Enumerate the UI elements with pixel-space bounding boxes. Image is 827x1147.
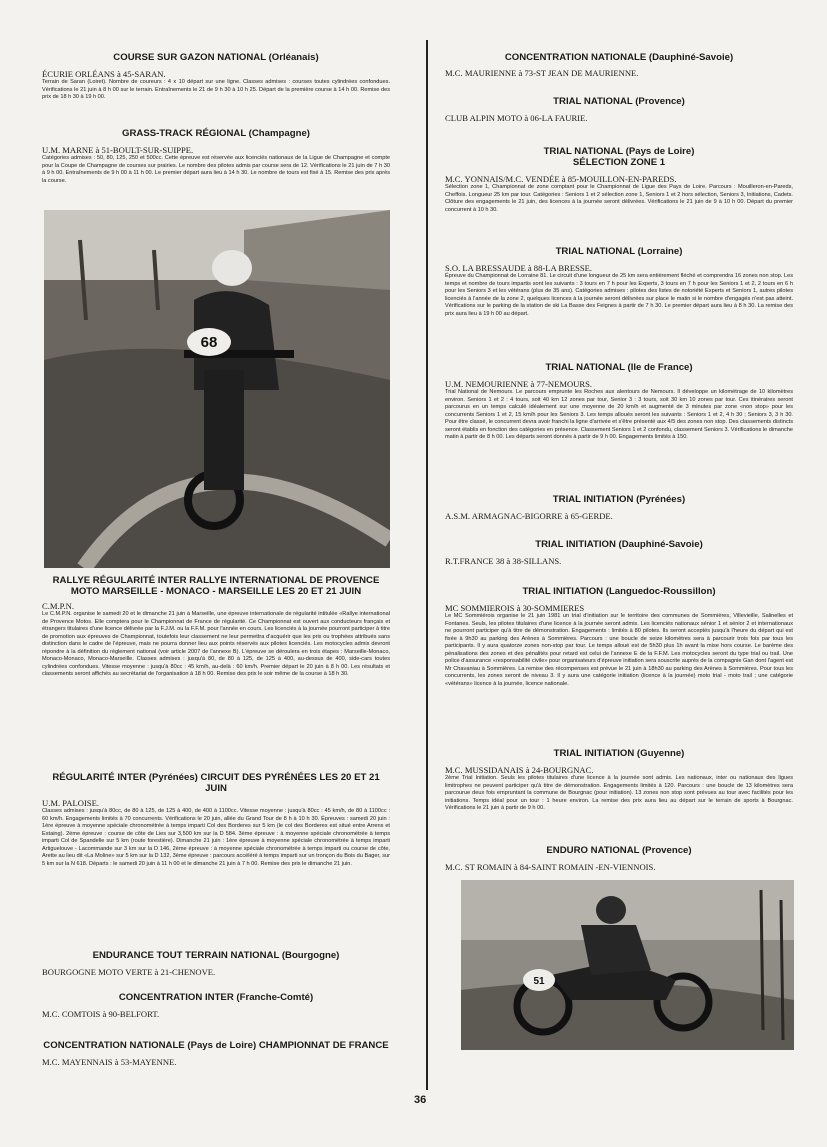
section-trial-ile-de-france [445,362,793,442]
club-name: ÉCURIE ORLÉANS à 45-SARAN. [42,69,166,79]
motocross-photo-1 [44,210,390,568]
page-number: 36 [414,1094,427,1106]
club-name: M.C. MAURIENNE à 73-ST JEAN DE MAURIENNE. [445,68,639,78]
club-name: U.M. PALOISE. [42,798,99,808]
club-name: C.M.P.N. [42,601,74,611]
section-title: GRASS-TRACK RÉGIONAL (Champagne) [122,128,310,139]
section-body: Épreuve du Championnat de Lorraine 81. Le circuit d'une longueur de 25 km sera entièrement fléché et comprendra 16 zones non stop. Les temps et nombre de tours impartis sont les suivants : 3 tours en 7 h pour les Experts, 3 tours en 7 h pour les Seniors 1 et 2, 2 tours en 6 h pour les Seniors 3 et les vétérans (plus de 35 ans). Catégories admises : pilotes des listes de notoriété Experts et Seniors 1, autres pilotes licenciés à l'année de la zone 2, quelques licences à la journée seront délivrées sur place le matin si le nombre d'engagés n'est pas atteint. Vérifications sur le parking de la station de ski La Basse des Feignes à partir de 7 h 30. Le premier départ aura lieu à 8 h 30. La remise des prix aura lieu à 19 h 00 au départ. [445,273,793,317]
section-body: Sélection zone 1, Championnat de zone comptant pour le Championnat de Ligue des Pays de Loire. Parcours : Mouilleron-en-Pareds, Cheffois. Longueur 25 km par tour. Catégories : Seniors 1 et 2 sélection zone 1, Seniors 1 et 2 hors sélection, Seniors 3, Initiations, Cadets. Clôture des engagements le 21 juin, des licences à la journée seront délivrées. Vérifications le 21 juin de 9 à 10 h 00. Départ du premier concurrent à 10 h 30. [445,184,793,213]
section-title: TRIAL NATIONAL (Provence) [553,96,685,107]
section-body: 2ème Trial Initiation. Seuls les pilotes titulaires d'une licence à la journée sont admis. Les nationaux, inter ou nationaux des ligues limitrophes ne peuvent participer qu'à titre de démonstration. Engagements limités à 120. Parcours : une boucle de 13 kilomètres sera parcourue deux fois empruntant la commune de Bourgnac (pour initiation). 13 zones non stop sont prévues au tour avec facilités pour les initiations. Temps idéal pour un tour : 1 heure environ. La remise des prix aura lieu au départ sur le terrain de sports à Bourgnac. Vérifications le 21 juin à partir de 9 h 00. [445,775,793,811]
section-title: CONCENTRATION NATIONALE (Pays de Loire) CHAMPIONNAT DE FRANCE [43,1040,389,1051]
section-title: TRIAL INITIATION (Dauphiné-Savoie) [535,539,703,550]
section-title: COURSE SUR GAZON NATIONAL (Orléanais) [113,52,319,63]
section-body: Catégories admises : 50, 80, 125, 250 et 500cc. Cette épreuve est réservée aux licenciés nationaux de la Ligue de Champagne et compte pour la Coupe de Champagne de courses sur prairies. Le nombre des pilotes admis par course sera de 12. Vérifications le 21 juin de 7 h 30 à 9 h 00. Entraînements de 9 h 00 à 11 h 00. Le premier départ aura lieu à 14 h 30. Le nombre de tours est fixé à 15. Remise des prix après la course. [42,155,390,184]
section-title: CONCENTRATION NATIONALE (Dauphiné-Savoie) [504,52,734,63]
section-enduro-provence [445,845,793,872]
club-name: A.S.M. ARMAGNAC-BIGORRE à 65-GERDE. [445,511,613,521]
section-grass-track [42,128,390,185]
club-name: M.C. YONNAIS/M.C. VENDÉE à 85-MOUILLON-EN-PAREDS. [445,174,677,184]
section-trial-initiation-pyrenees [445,494,793,521]
club-name: S.O. LA BRESSAUDE à 88-LA BRESSE. [445,263,593,273]
section-body: Trial National de Nemours. Le parcours emprunte les Roches aux alentours de Nemours. Il développe un kilométrage de 10 kilomètres environ. Seniors 1 et 2 : 4 tours, soit 40 km 12 zones par tour, Senior 3 : 3 tours, soit 30 km 10 zones par tour. Ces itinéraires seront parcourus en un temps calculé idéalement sur une moyenne de 20 km/h et augmenté de 3 minutes par zone «non stop» pour les concurrents Seniors 1 et 2, 15 km/h pour les Seniors 3. Les temps alloués seront les suivants : Seniors 1 et 2, 4 h 30 ; Seniors 3, 3 h 30. Pour être classé, le concurrent devra avoir franchi la ligne d'arrivée et s'être présenté aux 4/5 des zones non stop. Des classements distincts seront établis en fonction des catégories en présence. Classement Seniors 1 et 2 confondu, classement Seniors 3. Vérifications le dimanche matin à partir de 8 h 00. Les départs seront donnés à partir de 9 h 00. Engagements limités à 150. [445,389,793,440]
section-concentration-dauphine [445,52,793,78]
section-title: TRIAL NATIONAL (Lorraine) [555,246,683,257]
club-name: U.M. NEMOURIENNE à 77-NEMOURS. [445,379,593,389]
section-title: TRIAL NATIONAL (Ile de France) [545,362,693,373]
section-title: CONCENTRATION INTER (Franche-Comté) [118,992,314,1003]
club-name: R.T.FRANCE 38 à 38-SILLANS. [445,556,562,566]
section-course-gazon [42,52,390,102]
motocross-photo-2 [461,880,794,1050]
section-concentration-nationale [42,1040,390,1067]
club-name: M.C. ST ROMAIN à 84-SAINT ROMAIN -EN-VIENNOIS. [445,862,656,872]
club-name: CLUB ALPIN MOTO à 06-LA FAURIE. [445,113,588,123]
section-trial-pays-de-loire [445,146,793,214]
section-body: Le MC Sommiérois organise le 21 juin 1981 un trial d'initiation sur le territoire des communes de Sommières, Villevieille, Salinelles et Fontanes. Seuls, les pilotes titulaires d'une licence à la journée seront admis. Les licenciés nationaux sénior 1 et sénior 2 et internationaux ne pourront participer qu'à titre de démonstration. Engagements : limités à 80 pilotes. Ils seront acceptés jusqu'à l'heure du départ qui est fixée à 9h30 au parking des Arènes à Sommières. Parcours : une boucle de seize kilomètres sera à parcourir trois fois par tous les participants. Il y aura quatorze zones non-stop par tour. Le temps alloué est de 5h30 plus 1h avant la mise hors course. Le barème des pénalisations des zones et des pénalités pour retard est celui de l'annexe E de la F.F.M. Les motocycles seront du type trial ou trail. Une police d'assurance «responsabilité civile» pour organisateurs d'épreuve initiation sera souscrite auprès de la compagnie Gan dont l'agent est Mr Chavaniau à Sommières. La remise des récompenses est prévue le 21 juin à 18h30 au parking des Arènes à Sommières. Pour tous les concurrents, les zones seront de niveau 3. Il y aura une catégorie initiation (licence à la journée) moto trial - moto trail ; une catégorie «vétérans» licence à la journée, licence nationale. [445,613,793,687]
section-title: ENDURANCE TOUT TERRAIN NATIONAL (Bourgogne) [92,950,340,961]
section-title: RÉGULARITÉ INTER (Pyrénées) CIRCUIT DES PYRÉNÉES LES 20 ET 21 JUIN [52,772,380,794]
rider-illustration-1 [44,210,390,568]
section-trial-initiation-guyenne [445,748,793,813]
section-trial-lorraine [445,246,793,318]
section-title: TRIAL INITIATION (Languedoc-Roussillon) [522,586,716,597]
section-title: RALLYE RÉGULARITÉ INTER RALLYE INTERNATIONAL DE PROVENCE MOTO MARSEILLE - MONACO - MARSEILLE LES 20 ET 21 JUIN [52,575,380,597]
section-title: ENDURO NATIONAL (Provence) [546,845,692,856]
section-trial-initiation-dauphine [445,539,793,566]
race-number-68: 68 [200,334,218,351]
section-trial-provence [445,96,793,123]
club-name: BOURGOGNE MOTO VERTE à 21-CHENOVE. [42,967,216,977]
section-body: Terrain de Saran (Loiret). Nombre de coureurs : 4 x 10 départ sur une ligne. Classes admises : courses toutes cylindrées confondues. Vérifications le 21 juin à 8 h 00 sur le terrain. Entraînements le 21 de 9 h 30 à 10 h 25. Départ de la première course à 14 h 00. Remise des prix de 18 h 30 à 19 h 00. [42,79,390,100]
section-body: Le C.M.P.N. organise le samedi 20 et le dimanche 21 juin à Marseille, une épreuve internationale de régularité intitulée «Rallye international de Provence Motos. Elle comptera pour le Championnat de France de régularité. Ce Championnat est ouvert aux conducteurs français et étrangers titulaires d'une licence délivrée par la F.J.M. ou la F.F.M. pour l'année en cours. Les licenciés à la journée pourront participer à titre de promotion aux épreuves de Championnat, toutefois leur classement ne leur permettra d'acquérir que les prix ou trophées attribués sans distinction dans le cadre de l'épreuve, mais ne pourra donner lieu aux points réservés aux pilotes licenciés. Les motocycles admis devront répondre à la définition du règlement national (voir article 2007 de l'annexe B). L'épreuve se déroulera en trois étapes : Marseille-Monaco, Monaco-Monaco, Monaco-Marseille. Classes admises : jusqu'à 80, de 80 à 125, de 125 à 400, au-dessus de 400, side-cars toutes cylindrées confondues. Vitesse moyenne : jusqu'à 80cc : 45 km/h, au-delà : 60 km/h. Premier départ le 20 juin à 8 h 00. Les résultats et classements seront affichés au secrétariat de l'organisation à 18 h 00. Remise des prix le soir même de la course à 18 h 30. [42,611,390,677]
section-title: TRIAL INITIATION (Pyrénées) [552,494,686,505]
rider-illustration-2 [461,880,794,1050]
club-name: M.C. MUSSIDANAIS à 24-BOURGNAC. [445,765,594,775]
section-concentration-inter [42,992,390,1019]
section-endurance [42,950,390,977]
club-name: M.C. COMTOIS à 90-BELFORT. [42,1009,160,1019]
section-title: TRIAL INITIATION (Guyenne) [553,748,685,759]
column-divider [426,40,428,1090]
section-title: TRIAL NATIONAL (Pays de Loire) SÉLECTION ZONE 1 [543,146,695,168]
race-number-51: 51 [533,976,545,987]
club-name: MC SOMMIEROIS à 30-SOMMIERES [445,603,585,613]
section-regularite [42,772,390,868]
section-trial-initiation-languedoc [445,586,793,688]
club-name: U.M. MARNE à 51-BOULT-SUR-SUIPPE. [42,145,194,155]
section-body: Classes admises : jusqu'à 80cc, de 80 à 125, de 125 à 400, de 400 à 1100cc. Vitesse moyenne : jusqu'à 80cc : 45 km/h, de 80 à 1100cc : 60 km/h. Engagements limités à 70 concurrents. Vérifications le 20 juin, allée du Grand Tour de 8 h à 10 h 30. Épreuves : samedi 20 juin : 1ère épreuve à moyenne spéciale chronométrée à temps imparti Col des Borderes sur 5 km (le col des Borderes est situé entre Arrens et Estaing). 2ème épreuve : course de côte de Lies sur 3,500 km sur la D 584. 3ème épreuve : à moyenne spéciale chronométrée à temps imparti Col de Spandelle sur 5 km (route forestière). Dimanche 21 juin : 1ère épreuve à moyenne spéciale chronométrée à temps imparti Artiguelouve - Lacommande sur 3 km sur la D 146, 2ème épreuve : à moyenne spéciale chronométrée à temps imparti ou course de côte, Arette au lieu dit «La Moline» sur 5 km sur la D 132, 3ème épreuve : parcours accéléré à temps imparti sur un tronçon du Bois du Bager, sur 5 km sur la N 618. Départs : le samedi 20 juin à 11 h 00 et le dimanche 21 juin à 7 h 00. Remise des prix le dimanche 21 juin. [42,808,390,867]
section-rallye [42,575,390,679]
club-name: M.C. MAYENNAIS à 53-MAYENNE. [42,1057,177,1067]
